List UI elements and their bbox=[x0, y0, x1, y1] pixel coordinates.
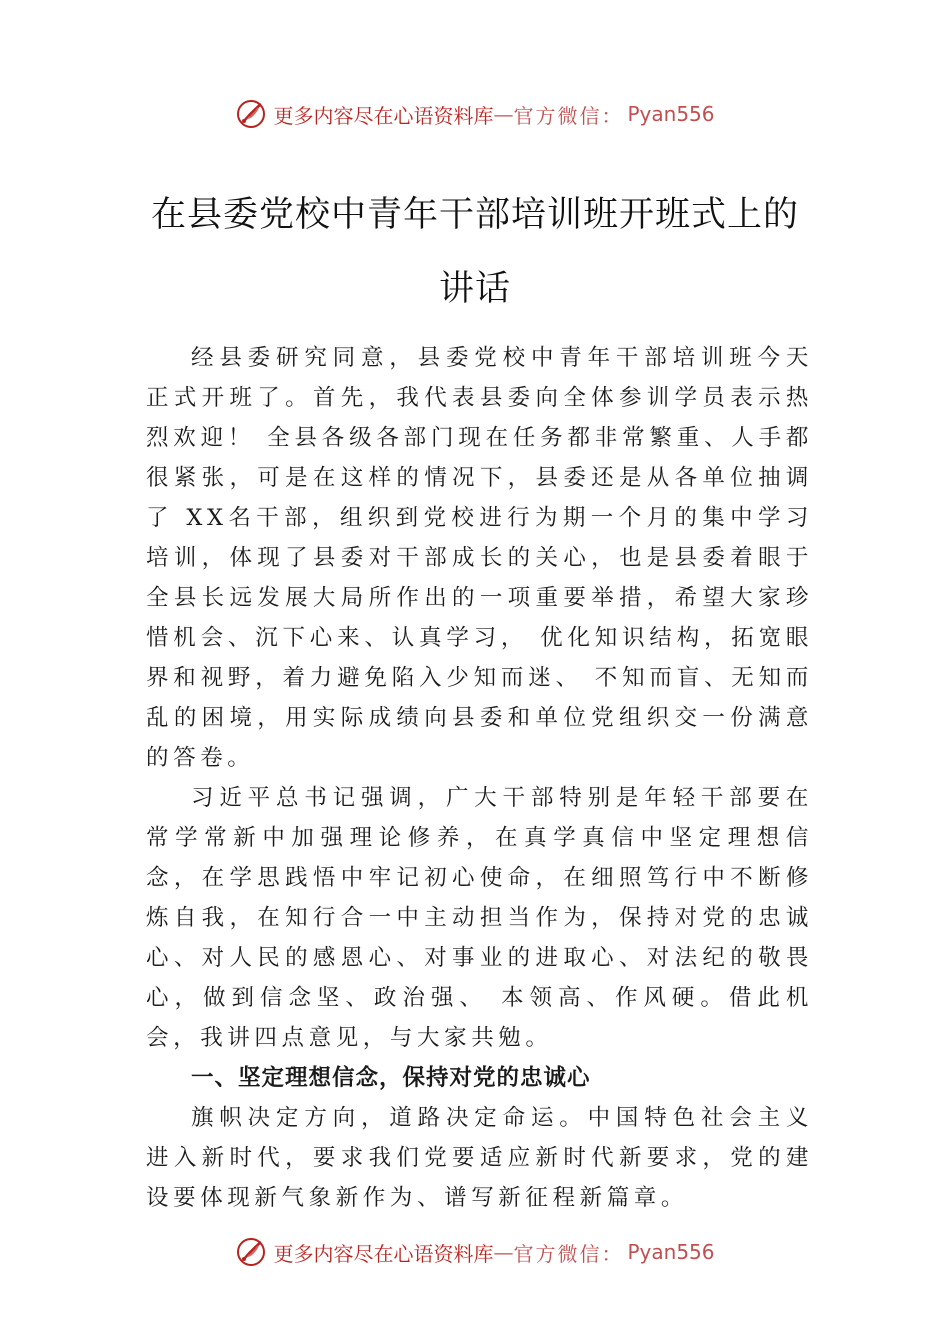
watermark-separator: — bbox=[493, 1240, 514, 1264]
title-line-2: 讲话 bbox=[438, 269, 511, 309]
watermark-wechat-id: Pyan556 bbox=[627, 1240, 715, 1264]
watermark-wechat-label: 官方微信： bbox=[513, 103, 624, 128]
section-heading-1: 一、坚定理想信念，保持对党的忠诚心 bbox=[191, 1065, 591, 1091]
header-watermark bbox=[0, 94, 950, 134]
watermark-wechat-label: 官方微信： bbox=[513, 1241, 624, 1266]
paragraph-quote: 习近平总书记强调，广大干部特别是年轻干部要在常学常新中加强理论修养，在真学真信中坚定理想信念，在学思践悟中牢记初心使命，在细照笃行中不断修炼自我，在知行合一中主动担当作为，保持对党的忠诚心、对人民的感恩心、对事业的进取心、对法纪的敬畏心，做到信念坚、政治强、 本领高、作风硬。借此机会，我讲四点意见，与大家共勉。 bbox=[146, 785, 813, 1051]
watermark-site-name: 更多内容尽在心语资料库 bbox=[273, 103, 494, 128]
watermark-site-name: 更多内容尽在心语资料库 bbox=[273, 1241, 494, 1266]
quill-logo-icon bbox=[235, 1236, 267, 1268]
document-title bbox=[120, 178, 830, 326]
title-line-1: 在县委党校中青年干部培训班开班式上的 bbox=[150, 195, 799, 235]
watermark-wechat-id: Pyan556 bbox=[627, 102, 715, 126]
footer-watermark bbox=[0, 1232, 950, 1272]
paragraph-section-1: 旗帜决定方向，道路决定命运。中国特色社会主义进入新时代，要求我们党要适应新时代新要求，党的建设要体现新气象新作为、谱写新征程新篇章。 bbox=[146, 1105, 813, 1211]
quill-logo-icon bbox=[235, 98, 267, 130]
document-body bbox=[146, 338, 813, 1218]
watermark-separator: — bbox=[493, 102, 514, 126]
paragraph-intro: 经县委研究同意，县委党校中青年干部培训班今天正式开班了。首先，我代表县委向全体参训学员表示热烈欢迎！ 全县各级各部门现在任务都非常繁重、人手都很紧张，可是在这样的情况下，县委还是从各单位抽调了 XX名干部，组织到党校进行为期一个月的集中学习培训，体现了县委对干部成长的关心，也是县委着眼于全县长远发展大局所作出的一项重要举措，希望大家珍惜机会、沉下心来、认真学习， 优化知识结构，拓宽眼界和视野，着力避免陷入少知而迷、 不知而盲、无知而乱的困境，用实际成绩向县委和单位党组织交一份满意的答卷。 bbox=[146, 345, 813, 771]
